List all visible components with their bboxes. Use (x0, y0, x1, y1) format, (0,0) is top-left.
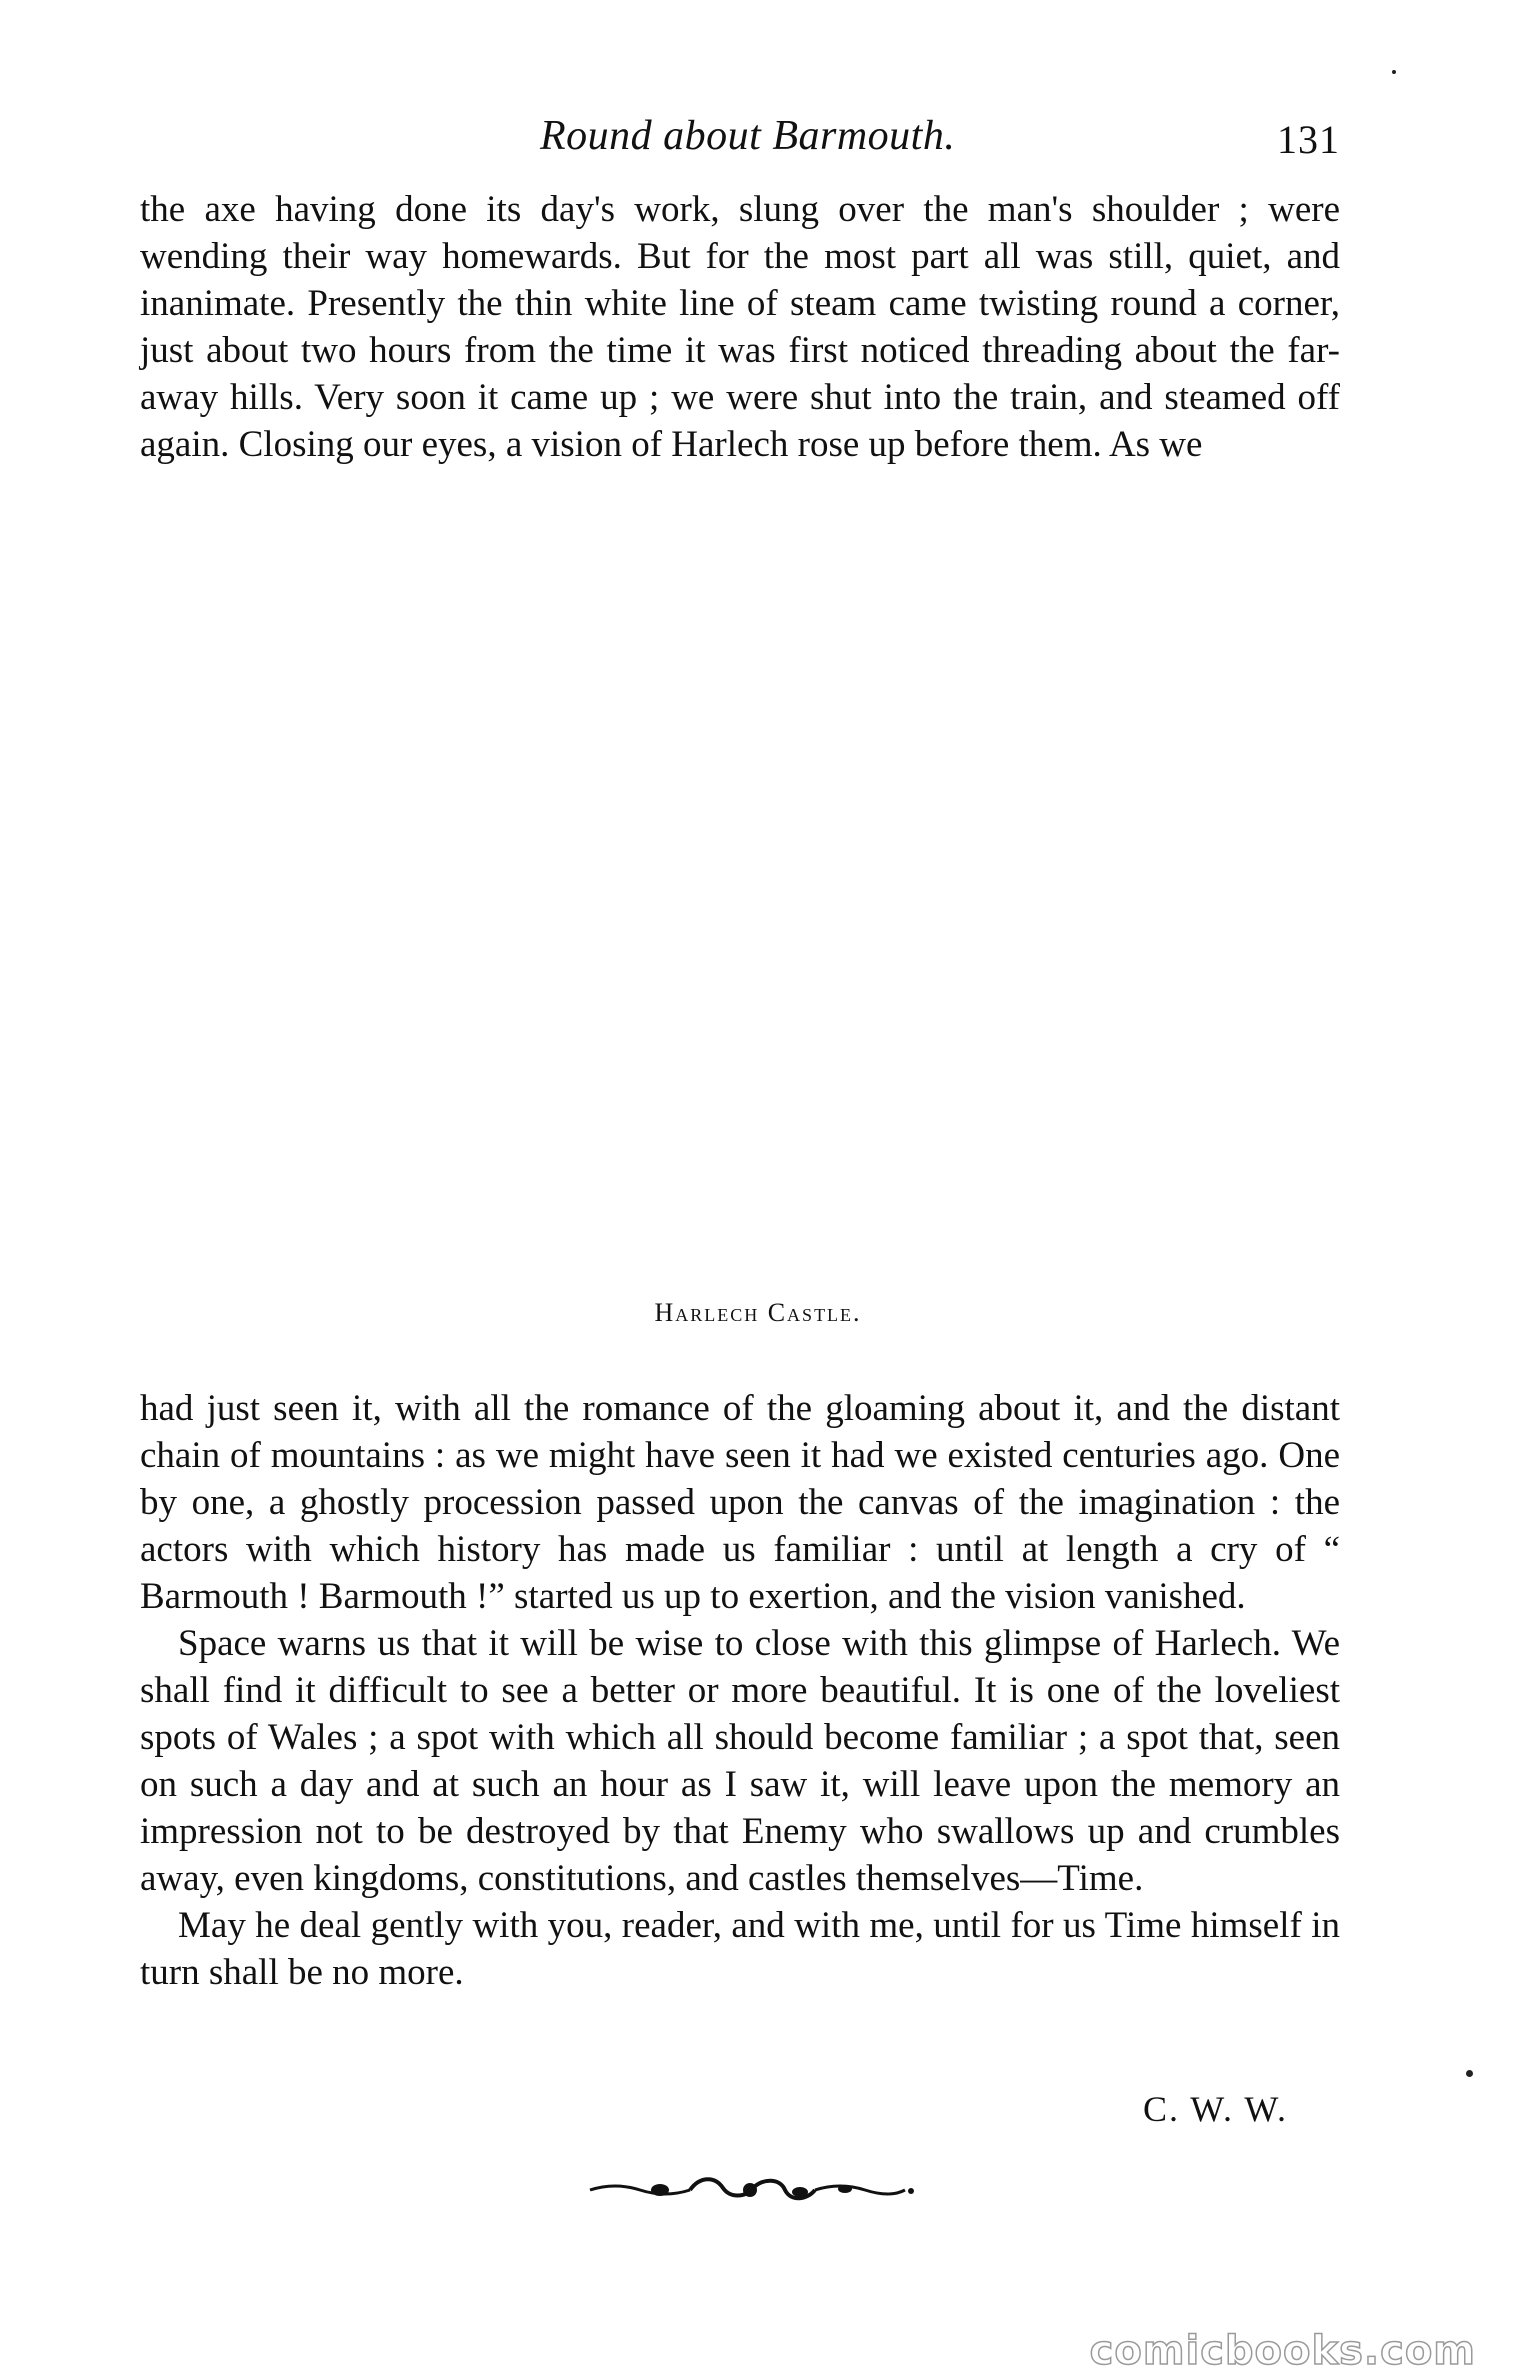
watermark: comicbooks.com (1089, 2328, 1476, 2374)
paragraph: May he deal gently with you, reader, and with me, until for us Time himself in turn shall be no more. (140, 1905, 1340, 1993)
illustration-area (140, 560, 1340, 1260)
page-number: 131 (1277, 117, 1340, 162)
paragraph: the axe having done its day's work, slung over the man's shoulder ; were wending their way homewards. But for the most part all was still, quiet, and inanimate. Presently the thin white line of steam came twisting round a corner, just about two hours from the time it was first noticed threading about the far-away hills. Very soon it came up ; we were shut into the train, and steamed off again. Closing our eyes, a vision of Harlech rose up before them. As we (140, 189, 1340, 465)
ink-speck (1392, 70, 1396, 74)
text-block-top (140, 186, 1340, 468)
paragraph: had just seen it, with all the romance of the gloaming about it, and the distant chain of mountains : as we might have seen it had we existed centuries ago. One by one, a ghostly procession passed upon the canvas of the imagination : the actors with which history has made us familiar : until at length a cry of “ Barmouth ! Barmouth !” started us up to exertion, and the vision vanished. (140, 1388, 1340, 1617)
signature: C. W. W. (1142, 2089, 1288, 2129)
running-title: Round about Barmouth. (540, 113, 956, 159)
tailpiece-ornament-icon (585, 2170, 915, 2210)
ink-speck (1466, 2070, 1473, 2077)
text-block-bottom (140, 1385, 1340, 1996)
page-header (140, 112, 1340, 172)
illustration-caption: Harlech Castle. (654, 1298, 862, 1327)
paragraph: Space warns us that it will be wise to close with this glimpse of Harlech. We shall find it difficult to see a better or more beautiful. It is one of the loveliest spots of Wales ; a spot with which all should become familiar ; a spot that, seen on such a day and at such an hour as I saw it, will leave upon the memory an impression not to be destroyed by that Enemy who swallows up and crumbles away, even kingdoms, constitutions, and castles themselves—Time. (140, 1623, 1340, 1899)
